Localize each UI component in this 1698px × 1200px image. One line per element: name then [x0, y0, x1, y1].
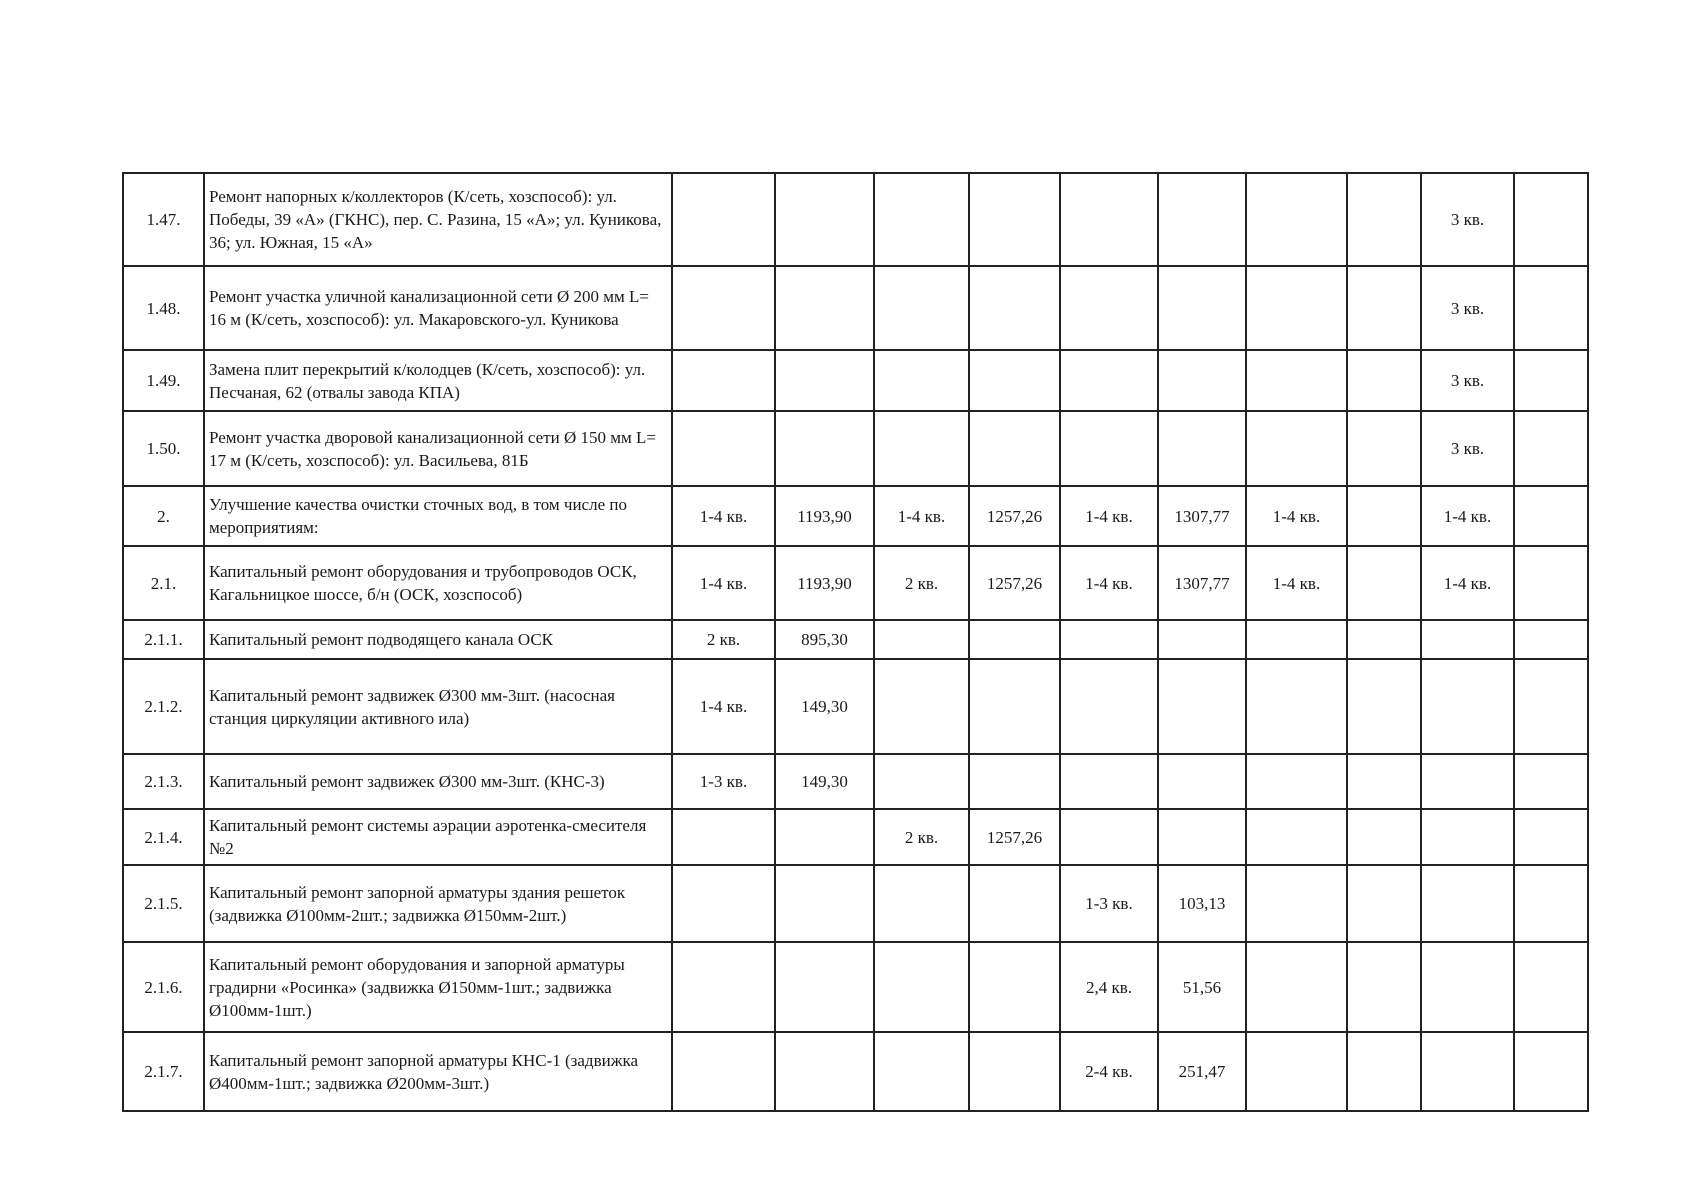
table-cell	[969, 620, 1060, 659]
table-cell	[1421, 754, 1514, 809]
table-cell	[672, 350, 775, 411]
table-cell	[1060, 620, 1158, 659]
table-cell: 1307,77	[1158, 546, 1246, 620]
table-body	[123, 173, 1588, 1111]
table-cell	[1246, 659, 1347, 754]
table-cell: 1193,90	[775, 546, 874, 620]
row-description: Капитальный ремонт запорной арматуры здания решеток (задвижка Ø100мм-2шт.; задвижка Ø150мм-2шт.)	[204, 865, 672, 942]
row-description: Ремонт участка дворовой канализационной сети Ø 150 мм L= 17 м (К/сеть, хозспособ): ул. Васильева, 81Б	[204, 411, 672, 486]
table-cell	[969, 1032, 1060, 1111]
table-cell	[1060, 350, 1158, 411]
table-cell: 3 кв.	[1421, 411, 1514, 486]
table-row	[123, 754, 1588, 809]
table-cell	[874, 1032, 969, 1111]
table-cell	[1060, 809, 1158, 865]
table-row	[123, 1032, 1588, 1111]
table-cell	[1347, 659, 1421, 754]
table-cell	[1514, 266, 1588, 350]
table-cell: 3 кв.	[1421, 266, 1514, 350]
table-row	[123, 350, 1588, 411]
table-cell: 1307,77	[1158, 486, 1246, 546]
row-description: Ремонт напорных к/коллекторов (К/сеть, хозспособ): ул. Победы, 39 «А» (ГКНС), пер. С. Разина, 15 «А»; ул. Куникова, 36; ул. Южная, 15 «А»	[204, 173, 672, 266]
table-cell	[1246, 411, 1347, 486]
table-cell	[1246, 865, 1347, 942]
table-cell	[1347, 411, 1421, 486]
table-cell	[775, 350, 874, 411]
table-cell	[775, 942, 874, 1032]
table-row	[123, 486, 1588, 546]
table-cell	[1514, 546, 1588, 620]
table-cell: 1-4 кв.	[1421, 546, 1514, 620]
table-cell: 1-4 кв.	[672, 659, 775, 754]
row-description: Капитальный ремонт оборудования и запорной арматуры градирни «Росинка» (задвижка Ø150мм-1шт.; задвижка Ø100мм-1шт.)	[204, 942, 672, 1032]
table-row	[123, 809, 1588, 865]
table-cell	[874, 350, 969, 411]
table-cell: 1-4 кв.	[1246, 486, 1347, 546]
table-cell	[672, 942, 775, 1032]
table-cell	[775, 411, 874, 486]
table-cell	[1421, 620, 1514, 659]
table-cell	[874, 865, 969, 942]
table-cell	[1514, 942, 1588, 1032]
table-cell	[1347, 486, 1421, 546]
row-number: 2.1.6.	[123, 942, 204, 1032]
row-number: 1.49.	[123, 350, 204, 411]
table-cell: 2,4 кв.	[1060, 942, 1158, 1032]
table-cell	[1246, 620, 1347, 659]
table-cell: 1-4 кв.	[1060, 546, 1158, 620]
table-cell	[1421, 1032, 1514, 1111]
table-cell	[1347, 350, 1421, 411]
table-row	[123, 620, 1588, 659]
table-cell: 149,30	[775, 659, 874, 754]
table-row	[123, 173, 1588, 266]
table-cell	[1246, 1032, 1347, 1111]
table-cell	[775, 1032, 874, 1111]
table-cell: 149,30	[775, 754, 874, 809]
table-cell	[672, 865, 775, 942]
table-cell	[1060, 411, 1158, 486]
table-cell: 1-4 кв.	[1246, 546, 1347, 620]
table-cell: 1-4 кв.	[672, 546, 775, 620]
table-cell	[775, 865, 874, 942]
row-description: Капитальный ремонт оборудования и трубопроводов ОСК, Кагальницкое шоссе, б/н (ОСК, хозспособ)	[204, 546, 672, 620]
table-cell	[1514, 1032, 1588, 1111]
table-cell: 3 кв.	[1421, 350, 1514, 411]
table-cell	[874, 659, 969, 754]
table-cell: 1-4 кв.	[1421, 486, 1514, 546]
table-cell: 103,13	[1158, 865, 1246, 942]
row-number: 2.1.7.	[123, 1032, 204, 1111]
table-cell	[1514, 659, 1588, 754]
table-cell	[1514, 350, 1588, 411]
table-cell	[1347, 754, 1421, 809]
table-cell	[1246, 942, 1347, 1032]
row-number: 2.1.	[123, 546, 204, 620]
table-cell	[1514, 620, 1588, 659]
table-cell	[1514, 809, 1588, 865]
table-cell	[1246, 173, 1347, 266]
table-cell	[1421, 809, 1514, 865]
table-cell	[672, 1032, 775, 1111]
table-cell	[874, 411, 969, 486]
table-row	[123, 659, 1588, 754]
repair-plan-table	[122, 172, 1589, 1112]
table-row	[123, 266, 1588, 350]
table-cell	[969, 942, 1060, 1032]
table-cell	[969, 659, 1060, 754]
row-description: Капитальный ремонт подводящего канала ОСК	[204, 620, 672, 659]
row-number: 1.48.	[123, 266, 204, 350]
row-number: 2.1.3.	[123, 754, 204, 809]
table-cell	[1347, 809, 1421, 865]
table-cell	[1060, 173, 1158, 266]
table-cell	[1347, 942, 1421, 1032]
table-cell	[874, 942, 969, 1032]
table-cell	[1347, 173, 1421, 266]
table-cell	[1514, 411, 1588, 486]
table-cell	[1347, 266, 1421, 350]
table-cell	[1347, 865, 1421, 942]
table-cell	[1158, 659, 1246, 754]
table-cell	[969, 266, 1060, 350]
table-cell	[874, 266, 969, 350]
row-number: 1.47.	[123, 173, 204, 266]
table-cell	[1158, 809, 1246, 865]
table-cell: 1257,26	[969, 546, 1060, 620]
table-cell	[672, 809, 775, 865]
table-cell	[1246, 350, 1347, 411]
table-row	[123, 865, 1588, 942]
row-description: Ремонт участка уличной канализационной сети Ø 200 мм L= 16 м (К/сеть, хозспособ): ул. Макаровского-ул. Куникова	[204, 266, 672, 350]
table-cell: 1193,90	[775, 486, 874, 546]
table-cell	[1514, 865, 1588, 942]
row-description: Капитальный ремонт запорной арматуры КНС-1 (задвижка Ø400мм-1шт.; задвижка Ø200мм-3шт.)	[204, 1032, 672, 1111]
table-cell: 1-3 кв.	[672, 754, 775, 809]
table-cell: 2 кв.	[874, 809, 969, 865]
table-cell: 2-4 кв.	[1060, 1032, 1158, 1111]
table-cell: 1-4 кв.	[1060, 486, 1158, 546]
table-cell: 1257,26	[969, 809, 1060, 865]
table-cell	[1158, 173, 1246, 266]
table-cell: 251,47	[1158, 1032, 1246, 1111]
table-cell: 3 кв.	[1421, 173, 1514, 266]
table-cell: 895,30	[775, 620, 874, 659]
table-cell	[1421, 942, 1514, 1032]
table-cell	[1246, 266, 1347, 350]
table-cell: 1-3 кв.	[1060, 865, 1158, 942]
table-cell	[672, 411, 775, 486]
table-cell	[969, 865, 1060, 942]
table-cell	[672, 266, 775, 350]
table-cell	[1246, 754, 1347, 809]
row-number: 2.	[123, 486, 204, 546]
table-cell	[1514, 754, 1588, 809]
table-cell	[874, 173, 969, 266]
row-description: Улучшение качества очистки сточных вод, в том числе по мероприятиям:	[204, 486, 672, 546]
row-number: 2.1.2.	[123, 659, 204, 754]
row-number: 2.1.1.	[123, 620, 204, 659]
table-cell	[1158, 620, 1246, 659]
table-row	[123, 546, 1588, 620]
table-cell	[775, 809, 874, 865]
table-cell	[969, 350, 1060, 411]
table-cell	[1158, 350, 1246, 411]
table-cell	[672, 173, 775, 266]
table-cell	[1158, 411, 1246, 486]
table-row	[123, 942, 1588, 1032]
table-cell: 51,56	[1158, 942, 1246, 1032]
table-cell	[1158, 266, 1246, 350]
table-cell	[1421, 659, 1514, 754]
table-cell	[775, 266, 874, 350]
table-cell: 1-4 кв.	[672, 486, 775, 546]
row-description: Капитальный ремонт системы аэрации аэротенка-смесителя №2	[204, 809, 672, 865]
table-cell	[1060, 659, 1158, 754]
table-cell: 2 кв.	[672, 620, 775, 659]
row-number: 2.1.5.	[123, 865, 204, 942]
table-cell	[1514, 486, 1588, 546]
row-number: 1.50.	[123, 411, 204, 486]
table-cell	[1158, 754, 1246, 809]
table-row	[123, 411, 1588, 486]
row-description: Замена плит перекрытий к/колодцев (К/сеть, хозспособ): ул. Песчаная, 62 (отвалы завода КПА)	[204, 350, 672, 411]
table-cell: 1-4 кв.	[874, 486, 969, 546]
row-number: 2.1.4.	[123, 809, 204, 865]
table-cell	[1060, 266, 1158, 350]
table-cell	[1514, 173, 1588, 266]
table-cell	[1060, 754, 1158, 809]
table-cell	[1347, 620, 1421, 659]
table-cell	[969, 411, 1060, 486]
table-cell	[874, 620, 969, 659]
table-cell	[1347, 546, 1421, 620]
table-cell	[775, 173, 874, 266]
table-cell	[969, 754, 1060, 809]
table-cell	[1347, 1032, 1421, 1111]
table-cell	[969, 173, 1060, 266]
table-cell	[1246, 809, 1347, 865]
row-description: Капитальный ремонт задвижек Ø300 мм-3шт. (КНС-3)	[204, 754, 672, 809]
table-cell: 2 кв.	[874, 546, 969, 620]
table-cell: 1257,26	[969, 486, 1060, 546]
row-description: Капитальный ремонт задвижек Ø300 мм-3шт. (насосная станция циркуляции активного ила)	[204, 659, 672, 754]
table-cell	[874, 754, 969, 809]
table-cell	[1421, 865, 1514, 942]
